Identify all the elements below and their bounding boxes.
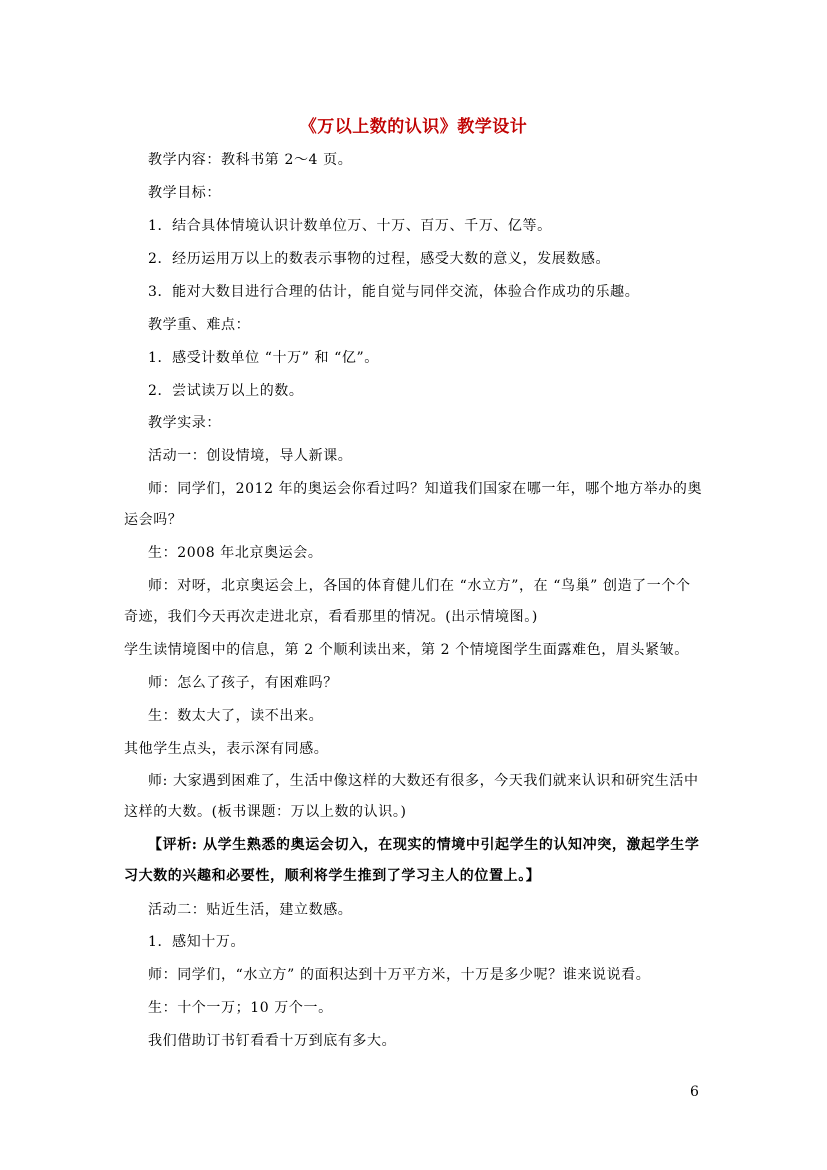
paragraph-line: 教学实录： [148, 415, 221, 431]
paragraph-line: 生：十个一万；10 万个一。 [148, 1000, 333, 1016]
commentary-line: 习大数的兴趣和必要性，顺利将学生推到了学习主人的位置上。】 [124, 868, 541, 884]
paragraph-line: 2．尝试读万以上的数。 [148, 383, 304, 399]
paragraph-line: 教学内容：教科书第 2～4 页。 [148, 152, 353, 168]
paragraph-line: 1．感知十万。 [148, 934, 246, 950]
paragraph-line: 1．结合具体情境认识计数单位万、十万、百万、千万、亿等。 [148, 218, 552, 234]
paragraph-line: 3．能对大数目进行合理的估计，能自觉与同伴交流，体验合作成功的乐趣。 [148, 284, 640, 300]
paragraph-line: 活动一：创设情境，导人新课。 [148, 448, 353, 464]
paragraph-line: 师：怎么了孩子，有困难吗？ [148, 675, 338, 691]
paragraph-line: 教学重、难点： [148, 317, 251, 333]
paragraph-line: 师：对呀，北京奥运会上，各国的体育健儿们在 “水立方”，在 “鸟巢” 创造了一个个 [148, 578, 691, 594]
paragraph-line: 1．感受计数单位 “十万” 和 “亿”。 [148, 350, 379, 366]
paragraph-line: 这样的大数。(板书课题：万以上数的认识。) [124, 804, 407, 820]
paragraph-line: 奇迹，我们今天再次走进北京，看看那里的情况。(出示情境图。) [124, 609, 538, 625]
paragraph-line: 学生读情境图中的信息，第 2 个顺利读出来，第 2 个情境图学生面露难色，眉头紧皱。 [124, 642, 689, 658]
paragraph-line: 活动二：贴近生活，建立数感。 [148, 902, 353, 918]
page-number: 6 [690, 1084, 699, 1100]
paragraph-line: 我们借助订书钉看看十万到底有多大。 [148, 1033, 397, 1049]
paragraph-line: 其他学生点头，表示深有同感。 [124, 741, 329, 757]
paragraph-line: 运会吗？ [124, 512, 183, 528]
paragraph-line: 2．经历运用万以上的数表示事物的过程，感受大数的意义，发展数感。 [148, 251, 611, 267]
paragraph-line: 生：2008 年北京奥运会。 [148, 545, 323, 561]
paragraph-line: 师: 大家遇到困难了，生活中像这样的大数还有很多，今天我们就来认识和研究生活中 [148, 773, 699, 789]
paragraph-line: 教学目标： [148, 185, 221, 201]
document-title: 《万以上数的认识》教学设计 [299, 117, 528, 137]
paragraph-line: 师：同学们，“水立方” 的面积达到十万平方米，十万是多少呢？谁来说说看。 [148, 967, 651, 983]
paragraph-line: 生：数太大了，读不出来。 [148, 708, 324, 724]
commentary-line: 【评析: 从学生熟悉的奥运会切入，在现实的情境中引起学生的认知冲突，激起学生学 [148, 837, 700, 853]
paragraph-line: 师：同学们，2012 年的奥运会你看过吗？知道我们国家在哪一年，哪个地方举办的奥 [148, 481, 703, 497]
